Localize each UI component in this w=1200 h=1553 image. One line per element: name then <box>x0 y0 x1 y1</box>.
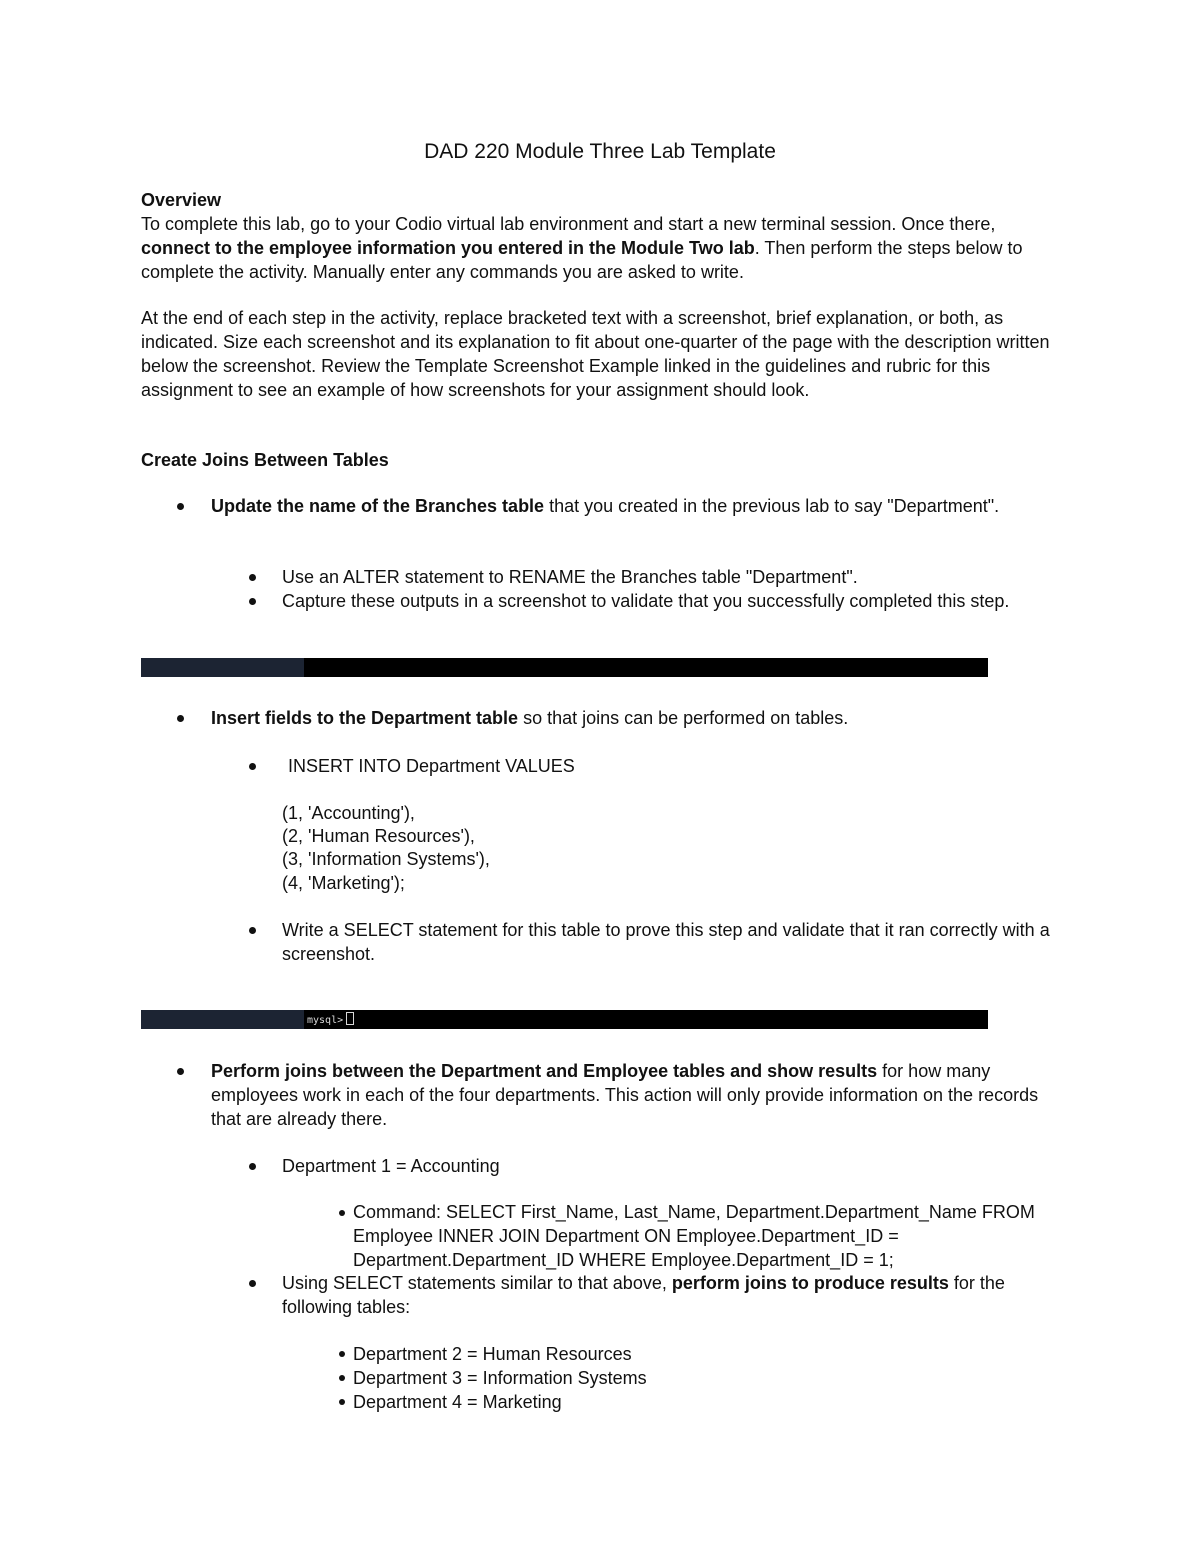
bullet-icon <box>339 1399 345 1405</box>
bullet-icon <box>339 1351 345 1357</box>
screenshot-placeholder-1 <box>141 658 988 677</box>
step-1-text: that you created in the previous lab to say "Department". <box>544 496 1000 516</box>
cursor-icon <box>346 1012 354 1025</box>
screenshot-placeholder-2 <box>141 1010 988 1029</box>
bullet-icon <box>249 763 256 770</box>
overview-text-bold: connect to the employee information you entered in the Module Two lab <box>141 238 755 258</box>
step-1-sub-1: Use an ALTER statement to RENAME the Branches table "Department". <box>282 567 858 587</box>
department-3: Department 3 = Information Systems <box>353 1368 647 1388</box>
page-title: DAD 220 Module Three Lab Template <box>424 140 776 163</box>
department-1: Department 1 = Accounting <box>282 1156 500 1176</box>
bullet-icon <box>177 1068 184 1075</box>
overview-text-pre: To complete this lab, go to your Codio virtual lab environment and start a new terminal session. Once there, <box>141 214 996 234</box>
step-3 <box>211 1059 1051 1131</box>
terminal-prompt <box>307 1012 354 1028</box>
select-note: Write a SELECT statement for this table to prove this step and validate that it ran correctly with a screenshot. <box>282 920 1050 964</box>
overview-heading: Overview <box>141 190 222 210</box>
bullet-icon <box>249 1163 256 1170</box>
step-3-text: for how many employees work in each of the four departments. This action will only provide information on the records that are already there. <box>211 1061 1039 1129</box>
insert-command: INSERT INTO Department VALUES <box>288 756 575 776</box>
terminal-sidebar <box>141 658 304 677</box>
insert-value-2: (2, 'Human Resources'), <box>282 826 475 846</box>
insert-value-3: (3, 'Information Systems'), <box>282 849 490 869</box>
using-text-pre: Using SELECT statements similar to that above, <box>282 1273 672 1293</box>
overview-paragraph-2 <box>141 306 1066 402</box>
overview-paragraph-1 <box>141 212 1066 284</box>
using-select-note <box>282 1271 1052 1319</box>
step-2-text: so that joins can be performed on tables. <box>518 708 849 728</box>
terminal-sidebar <box>141 1010 304 1029</box>
step-1-sub-2: Capture these outputs in a screenshot to validate that you successfully completed this step. <box>282 591 1010 611</box>
bullet-icon <box>249 574 256 581</box>
step-3-bold: Perform joins between the Department and Employee tables and show results <box>211 1061 878 1081</box>
department-2: Department 2 = Human Resources <box>353 1344 632 1364</box>
insert-value-4: (4, 'Marketing'); <box>282 873 405 893</box>
step-1-bold: Update the name of the Branches table <box>211 496 545 516</box>
join-command: Command: SELECT First_Name, Last_Name, Department.Department_Name FROM Employee INNER JOIN Department ON Employee.Department_ID = Department.Department_ID WHERE Employee.Department_ID = 1; <box>353 1202 1035 1270</box>
department-4: Department 4 = Marketing <box>353 1392 562 1412</box>
using-text-bold: perform joins to produce results <box>671 1273 949 1293</box>
step-2-bold: Insert fields to the Department table <box>211 708 519 728</box>
overview-text-post: . Then perform the steps below to complete the activity. Manually enter any commands you are asked to write. <box>141 238 1023 282</box>
bullet-icon <box>249 927 256 934</box>
bullet-icon <box>339 1375 345 1381</box>
prompt-text: mysql> <box>307 1015 344 1026</box>
bullet-icon <box>249 598 256 605</box>
bullet-icon <box>249 1280 256 1287</box>
bullet-icon <box>177 503 184 510</box>
section-heading: Create Joins Between Tables <box>141 450 389 470</box>
instructions-paragraph: At the end of each step in the activity, replace bracketed text with a screenshot, brief explanation, or both, as indicated. Size each screenshot and its explanation to fit about one-quarter of the page with the description written below the screenshot. Review the Template Screenshot Example linked in the guidelines and rubric for this assignment to see an example of how screenshots for your assignment should look. <box>141 308 1050 400</box>
step-1 <box>211 494 1051 518</box>
bullet-icon <box>339 1210 345 1216</box>
overview-section <box>141 188 1066 284</box>
using-text-post: for the following tables: <box>282 1273 1005 1317</box>
bullet-icon <box>177 715 184 722</box>
insert-value-1: (1, 'Accounting'), <box>282 803 415 823</box>
step-2 <box>211 706 1051 730</box>
